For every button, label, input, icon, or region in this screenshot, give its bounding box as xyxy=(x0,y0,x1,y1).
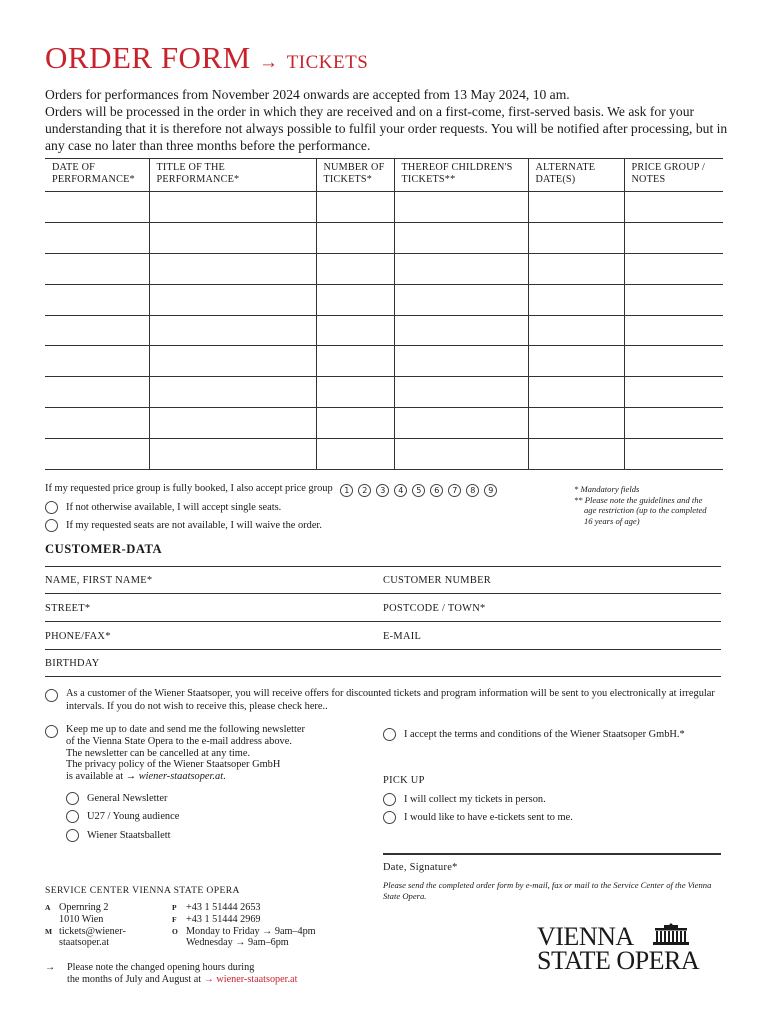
table-cell[interactable] xyxy=(149,377,316,408)
table-cell[interactable] xyxy=(394,222,528,253)
signature-note: Please send the completed order form by e-mail, fax or mail to the Service Center of the Vienna State Opera. xyxy=(383,880,712,901)
table-cell[interactable] xyxy=(528,284,624,315)
table-cell[interactable] xyxy=(149,408,316,439)
note-age-2: age restriction (up to the completed xyxy=(584,505,707,515)
title-main: ORDER FORM xyxy=(45,40,251,75)
price-group-option-6[interactable]: 6 xyxy=(430,484,443,497)
table-cell[interactable] xyxy=(394,192,528,223)
service-center-heading: SERVICE CENTER VIENNA STATE OPERA xyxy=(45,885,240,896)
table-cell[interactable] xyxy=(316,315,394,346)
price-group-option-8[interactable]: 8 xyxy=(466,484,479,497)
table-cell[interactable] xyxy=(624,315,723,346)
pickup-eticket-label: I would like to have e-tickets sent to me. xyxy=(404,812,573,823)
service-phone: +43 1 51444 2653 xyxy=(186,902,261,913)
logo-line-1: VIENNA xyxy=(537,922,634,951)
table-cell[interactable] xyxy=(394,408,528,439)
waive-order-label: If my requested seats are not available, I will waive the order. xyxy=(66,520,322,531)
offers-consent xyxy=(45,688,735,713)
table-cell[interactable] xyxy=(624,192,723,223)
table-cell[interactable] xyxy=(316,222,394,253)
table-cell[interactable] xyxy=(316,408,394,439)
table-cell[interactable] xyxy=(316,346,394,377)
table-row xyxy=(45,222,723,253)
table-row xyxy=(45,377,723,408)
table-cell[interactable] xyxy=(316,439,394,470)
table-cell[interactable] xyxy=(149,192,316,223)
table-cell[interactable] xyxy=(394,439,528,470)
customer-number-field[interactable]: CUSTOMER NUMBER xyxy=(383,575,491,586)
col-children: THEREOF CHILDREN'S TICKETS** xyxy=(394,159,528,192)
service-address: A Opernring 2 1010 Wien M tickets@wiener- staatsoper.at xyxy=(45,902,126,949)
service-fax: +43 1 51444 2969 xyxy=(186,913,261,925)
service-hours-1: Monday to Friday → 9am–4pm xyxy=(186,925,316,937)
service-hours-2: Wednesday → 9am–6pm xyxy=(186,937,289,949)
name-field[interactable]: NAME, FIRST NAME* xyxy=(45,575,153,586)
table-cell[interactable] xyxy=(149,439,316,470)
intro-text xyxy=(45,86,735,154)
pickup-collect-radio[interactable] xyxy=(383,793,396,806)
table-cell[interactable] xyxy=(45,284,149,315)
newsletter-general-label: General Newsletter xyxy=(87,793,168,804)
form-title xyxy=(45,40,368,76)
table-cell[interactable] xyxy=(45,315,149,346)
table-cell[interactable] xyxy=(394,346,528,377)
table-cell[interactable] xyxy=(528,315,624,346)
table-cell[interactable] xyxy=(394,315,528,346)
order-table xyxy=(45,158,723,470)
terms-label: I accept the terms and conditions of the Wiener Staatsoper GmbH.* xyxy=(404,729,685,740)
table-cell[interactable] xyxy=(45,377,149,408)
table-cell[interactable] xyxy=(45,346,149,377)
table-header-row xyxy=(45,159,723,192)
table-cell[interactable] xyxy=(624,439,723,470)
price-group-option-5[interactable]: 5 xyxy=(412,484,425,497)
street-field[interactable]: STREET* xyxy=(45,603,91,614)
terms-checkbox[interactable] xyxy=(383,728,396,741)
table-cell[interactable] xyxy=(528,253,624,284)
price-group-option-3[interactable]: 3 xyxy=(376,484,389,497)
table-cell[interactable] xyxy=(149,284,316,315)
table-row xyxy=(45,284,723,315)
table-row xyxy=(45,315,723,346)
table-cell[interactable] xyxy=(149,222,316,253)
table-cell[interactable] xyxy=(624,408,723,439)
single-seats-option[interactable] xyxy=(45,501,281,514)
price-group-option-2[interactable]: 2 xyxy=(358,484,371,497)
table-cell[interactable] xyxy=(394,377,528,408)
postcode-field[interactable]: POSTCODE / TOWN* xyxy=(383,603,486,614)
newsletter-block xyxy=(45,724,345,783)
newsletter-u27-radio[interactable] xyxy=(66,810,79,823)
opening-hours-notice: → Please note the changed opening hours during the months of July and August at → wiener-staatsoper.at xyxy=(45,962,298,985)
phone-field[interactable]: PHONE/FAX* xyxy=(45,631,111,642)
table-cell[interactable] xyxy=(624,346,723,377)
title-arrow: → xyxy=(258,52,279,73)
table-cell[interactable] xyxy=(624,377,723,408)
col-price-group: PRICE GROUP / NOTES xyxy=(624,159,723,192)
col-title: TITLE OF THE PERFORMANCE* xyxy=(149,159,316,192)
col-tickets: NUMBER OF TICKETS* xyxy=(316,159,394,192)
divider xyxy=(45,566,721,567)
newsletter-u27-label: U27 / Young audience xyxy=(87,811,180,822)
table-cell[interactable] xyxy=(528,408,624,439)
col-alternate: ALTERNATE DATE(S) xyxy=(528,159,624,192)
divider xyxy=(45,621,721,622)
title-subtitle: TICKETS xyxy=(286,52,369,73)
table-cell[interactable] xyxy=(149,315,316,346)
waive-order-option[interactable] xyxy=(45,519,322,532)
pickup-eticket-option[interactable] xyxy=(383,811,573,824)
privacy-link[interactable]: → wiener-staatsoper.at xyxy=(125,771,224,783)
vienna-state-opera-logo xyxy=(537,922,700,975)
table-cell[interactable] xyxy=(624,253,723,284)
price-group-option-4[interactable]: 4 xyxy=(394,484,407,497)
table-cell[interactable] xyxy=(316,253,394,284)
newsletter-ballett-label: Wiener Staatsballett xyxy=(87,830,171,841)
logo-line-2: STATE OPERA xyxy=(537,946,700,975)
price-group-options xyxy=(335,483,497,494)
table-cell[interactable] xyxy=(316,377,394,408)
customer-data-heading: CUSTOMER-DATA xyxy=(45,542,163,556)
signature-field[interactable]: Date, Signature* xyxy=(383,862,458,873)
divider xyxy=(45,676,721,677)
note-age-3: 16 years of age) xyxy=(584,515,640,526)
price-group-label: If my requested price group is fully booked, I also accept price group xyxy=(45,483,333,494)
table-cell[interactable] xyxy=(528,222,624,253)
table-row xyxy=(45,346,723,377)
table-cell[interactable] xyxy=(316,192,394,223)
intro-line-2: Orders will be processed in the order in which they are received and on a first-come, first-served basis. We ask for your understanding that it is therefore not always possible to fulfil your order requests. You will be notified after processing, but in any case no later than three months before the performance. xyxy=(45,104,728,153)
note-age-1: ** Please note the guidelines and the xyxy=(574,494,703,505)
table-cell[interactable] xyxy=(624,284,723,315)
offers-consent-text: As a customer of the Wiener Staatsoper, you will receive offers for discounted tickets and program information will be sent to you electronically at irregular intervals. If you do not wish to receive this, please check here.. xyxy=(66,688,715,712)
table-cell[interactable] xyxy=(45,439,149,470)
offers-optout-checkbox[interactable] xyxy=(45,689,58,702)
table-row xyxy=(45,408,723,439)
service-email[interactable]: tickets@wiener- xyxy=(59,925,126,937)
footnotes xyxy=(574,484,734,526)
table-cell[interactable] xyxy=(394,284,528,315)
service-contact: P +43 1 51444 2653 F +43 1 51444 2969 O Monday to Friday → 9am–4pm Wednesday → 9am–6pm xyxy=(172,902,316,949)
table-cell[interactable] xyxy=(394,253,528,284)
table-row xyxy=(45,192,723,223)
pickup-heading: PICK UP xyxy=(383,775,425,786)
table-cell[interactable] xyxy=(45,408,149,439)
table-row xyxy=(45,439,723,470)
birthday-field[interactable]: BIRTHDAY xyxy=(45,658,100,669)
terms-option[interactable] xyxy=(383,728,685,741)
divider xyxy=(45,649,721,650)
table-cell[interactable] xyxy=(528,346,624,377)
intro-line-1: Orders for performances from November 2024 onwards are accepted from 13 May 2024, 10 am. xyxy=(45,87,570,102)
table-cell[interactable] xyxy=(45,222,149,253)
newsletter-text: Keep me up to date and send me the following newsletter of the Vienna State Opera to the e-mail address above. The newsletter can be cancelled at any time. The privacy policy of the Wiener Staatsoper GmbH is available at → wiener-staatsoper.at. xyxy=(66,724,305,783)
newsletter-general-radio[interactable] xyxy=(66,792,79,805)
table-cell[interactable] xyxy=(149,253,316,284)
price-group-option-7[interactable]: 7 xyxy=(448,484,461,497)
single-seats-label: If not otherwise available, I will accept single seats. xyxy=(66,502,282,513)
price-group-option-9[interactable]: 9 xyxy=(484,484,497,497)
notice-link[interactable]: → wiener-staatsoper.at xyxy=(203,973,298,985)
table-cell[interactable] xyxy=(316,284,394,315)
pickup-eticket-radio[interactable] xyxy=(383,811,396,824)
newsletter-general-option[interactable] xyxy=(66,792,168,805)
price-group-option-1[interactable]: 1 xyxy=(340,484,353,497)
email-field[interactable]: E-MAIL xyxy=(383,631,422,642)
newsletter-ballett-option[interactable] xyxy=(66,829,171,842)
col-date: DATE OF PERFORMANCE* xyxy=(45,159,149,192)
divider xyxy=(45,593,721,594)
pickup-collect-label: I will collect my tickets in person. xyxy=(404,794,546,805)
newsletter-checkbox[interactable] xyxy=(45,725,58,738)
table-cell[interactable] xyxy=(624,222,723,253)
table-cell[interactable] xyxy=(45,192,149,223)
newsletter-u27-option[interactable] xyxy=(66,810,179,823)
single-seats-radio[interactable] xyxy=(45,501,58,514)
table-cell[interactable] xyxy=(528,192,624,223)
table-cell[interactable] xyxy=(528,377,624,408)
waive-order-radio[interactable] xyxy=(45,519,58,532)
table-cell[interactable] xyxy=(528,439,624,470)
table-cell[interactable] xyxy=(45,253,149,284)
table-cell[interactable] xyxy=(149,346,316,377)
newsletter-ballett-radio[interactable] xyxy=(66,829,79,842)
price-group-line xyxy=(45,483,497,497)
table-row xyxy=(45,253,723,284)
signature-line xyxy=(383,853,721,855)
note-mandatory: * Mandatory fields xyxy=(574,484,640,494)
pickup-collect-option[interactable] xyxy=(383,793,546,806)
